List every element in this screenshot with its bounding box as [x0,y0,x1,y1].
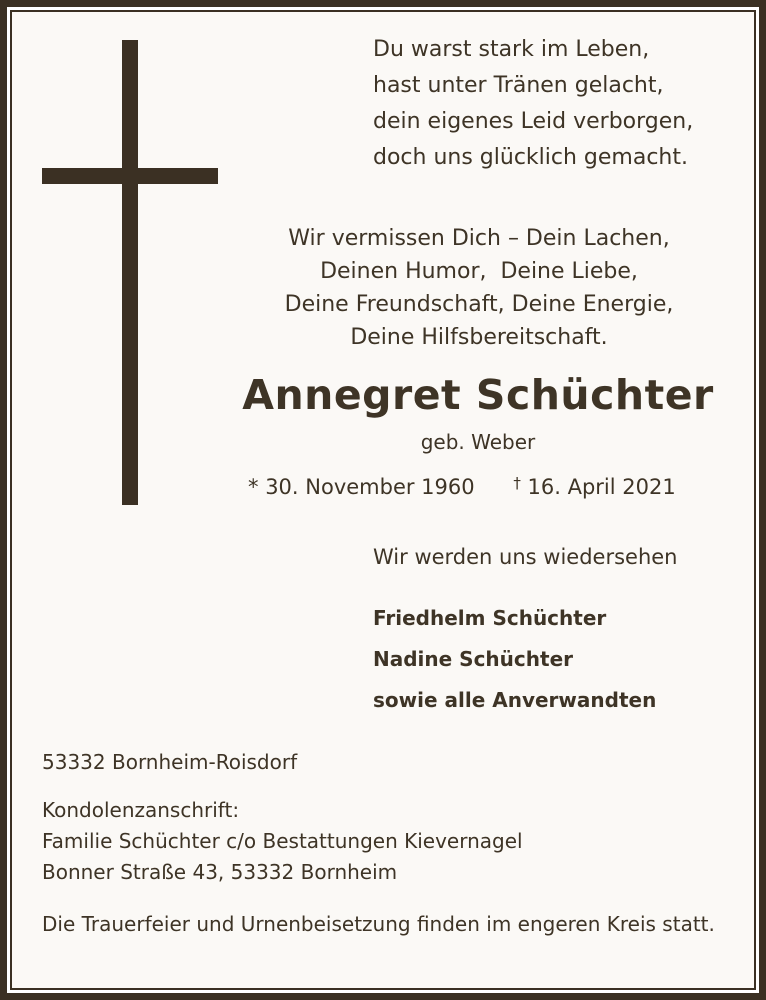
cross-horizontal-beam [42,168,218,184]
funeral-note: Die Trauerfeier und Urnenbeisetzung finden im engeren Kreis statt. [42,912,715,936]
poem-middle [244,222,714,354]
death-symbol-icon: † [513,474,521,492]
death-date-group [513,475,675,499]
poem-line: Deine Hilfsbereitschaft. [350,325,608,350]
poem-line: Deinen Humor, Deine Liebe, [320,259,638,284]
mourner-name: Nadine Schüchter [373,647,573,671]
cross-vertical-beam [122,40,138,505]
mourner-name: sowie alle Anverwandten [373,688,657,712]
condolence-label: Kondolenzanschrift: [42,798,240,822]
poem-line: doch uns glücklich gemacht. [373,145,688,170]
life-dates [248,467,676,503]
mourner-name: Friedhelm Schüchter [373,606,607,630]
poem-line: dein eigenes Leid verborgen, [373,109,694,134]
motto: Wir werden uns wiedersehen [373,545,678,569]
poem-line: hast unter Tränen gelacht, [373,73,664,98]
location: 53332 Bornheim-Roisdorf [42,750,298,774]
condolence-address [42,795,523,888]
poem-line: Deine Freundschaft, Deine Energie, [284,292,674,317]
deceased-name: Annegret Schüchter [242,371,714,419]
birth-date: 30. November 1960 [265,475,475,499]
birth-symbol: * [248,475,259,499]
birth-date-group [248,475,475,499]
condolence-line: Familie Schüchter c/o Bestattungen Kievernagel [42,829,523,853]
poem-line: Du warst stark im Leben, [373,37,650,62]
mourners-list [373,598,656,721]
death-date: 16. April 2021 [527,475,676,499]
poem-top [373,32,693,176]
poem-line: Wir vermissen Dich – Dein Lachen, [288,226,670,251]
maiden-name: geb. Weber [420,430,536,454]
condolence-line: Bonner Straße 43, 53332 Bornheim [42,860,398,884]
